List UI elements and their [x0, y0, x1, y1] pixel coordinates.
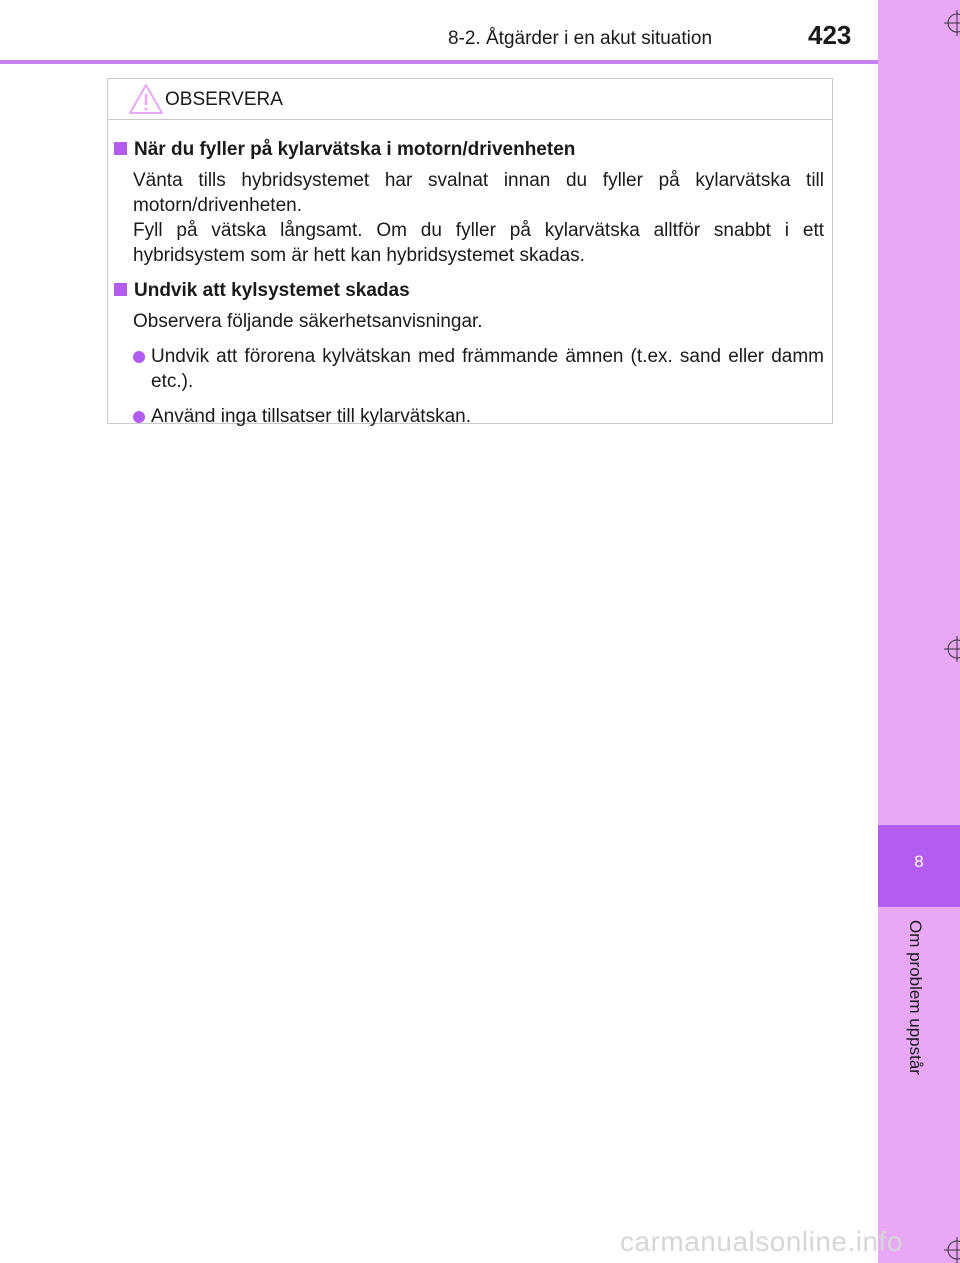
- caution-body: [114, 137, 824, 439]
- paragraph: Observera följande säkerhetsanvisningar.: [133, 311, 483, 332]
- crop-mark-icon: [944, 10, 960, 36]
- crop-mark-icon: [944, 636, 960, 662]
- header-divider: [0, 60, 878, 64]
- list-item: [133, 404, 824, 429]
- heading-text: När du fyller på kylarvätska i motorn/drivenheten: [134, 139, 576, 160]
- caution-header: [108, 79, 832, 120]
- section-title: 8-2. Åtgärder i en akut situation: [447, 28, 713, 49]
- section-heading: [114, 278, 824, 303]
- square-bullet-icon: [114, 283, 127, 296]
- watermark: carmanualsonline.info: [620, 1226, 903, 1257]
- page-number: 423: [808, 20, 852, 50]
- list-item-text: Undvik att förorena kylvätskan med främmande ämnen (t.ex. sand eller damm etc.).: [151, 346, 824, 392]
- warning-triangle-icon: [128, 83, 164, 115]
- chapter-label: Om problem uppstår: [906, 920, 925, 1075]
- list-item-text: Använd inga tillsatser till kylarvätskan.: [151, 406, 471, 427]
- heading-text: Undvik att kylsystemet skadas: [134, 280, 410, 301]
- paragraph: Vänta tills hybridsystemet har svalnat innan du fyller på kylarvätska till motorn/drivenheten.: [133, 170, 824, 216]
- crop-mark-icon: [944, 1237, 960, 1263]
- caution-box: [107, 78, 833, 427]
- paragraph: Fyll på vätska långsamt. Om du fyller på kylarvätska alltför snabbt i ett hybridsystem som är hett kan hybridsystemet skadas.: [133, 220, 824, 266]
- chapter-number: 8: [914, 852, 924, 871]
- list-item: [133, 344, 824, 394]
- square-bullet-icon: [114, 142, 127, 155]
- round-bullet-icon: [133, 411, 145, 423]
- round-bullet-icon: [133, 351, 145, 363]
- section-heading: [114, 137, 824, 162]
- caution-title: OBSERVERA: [165, 89, 283, 110]
